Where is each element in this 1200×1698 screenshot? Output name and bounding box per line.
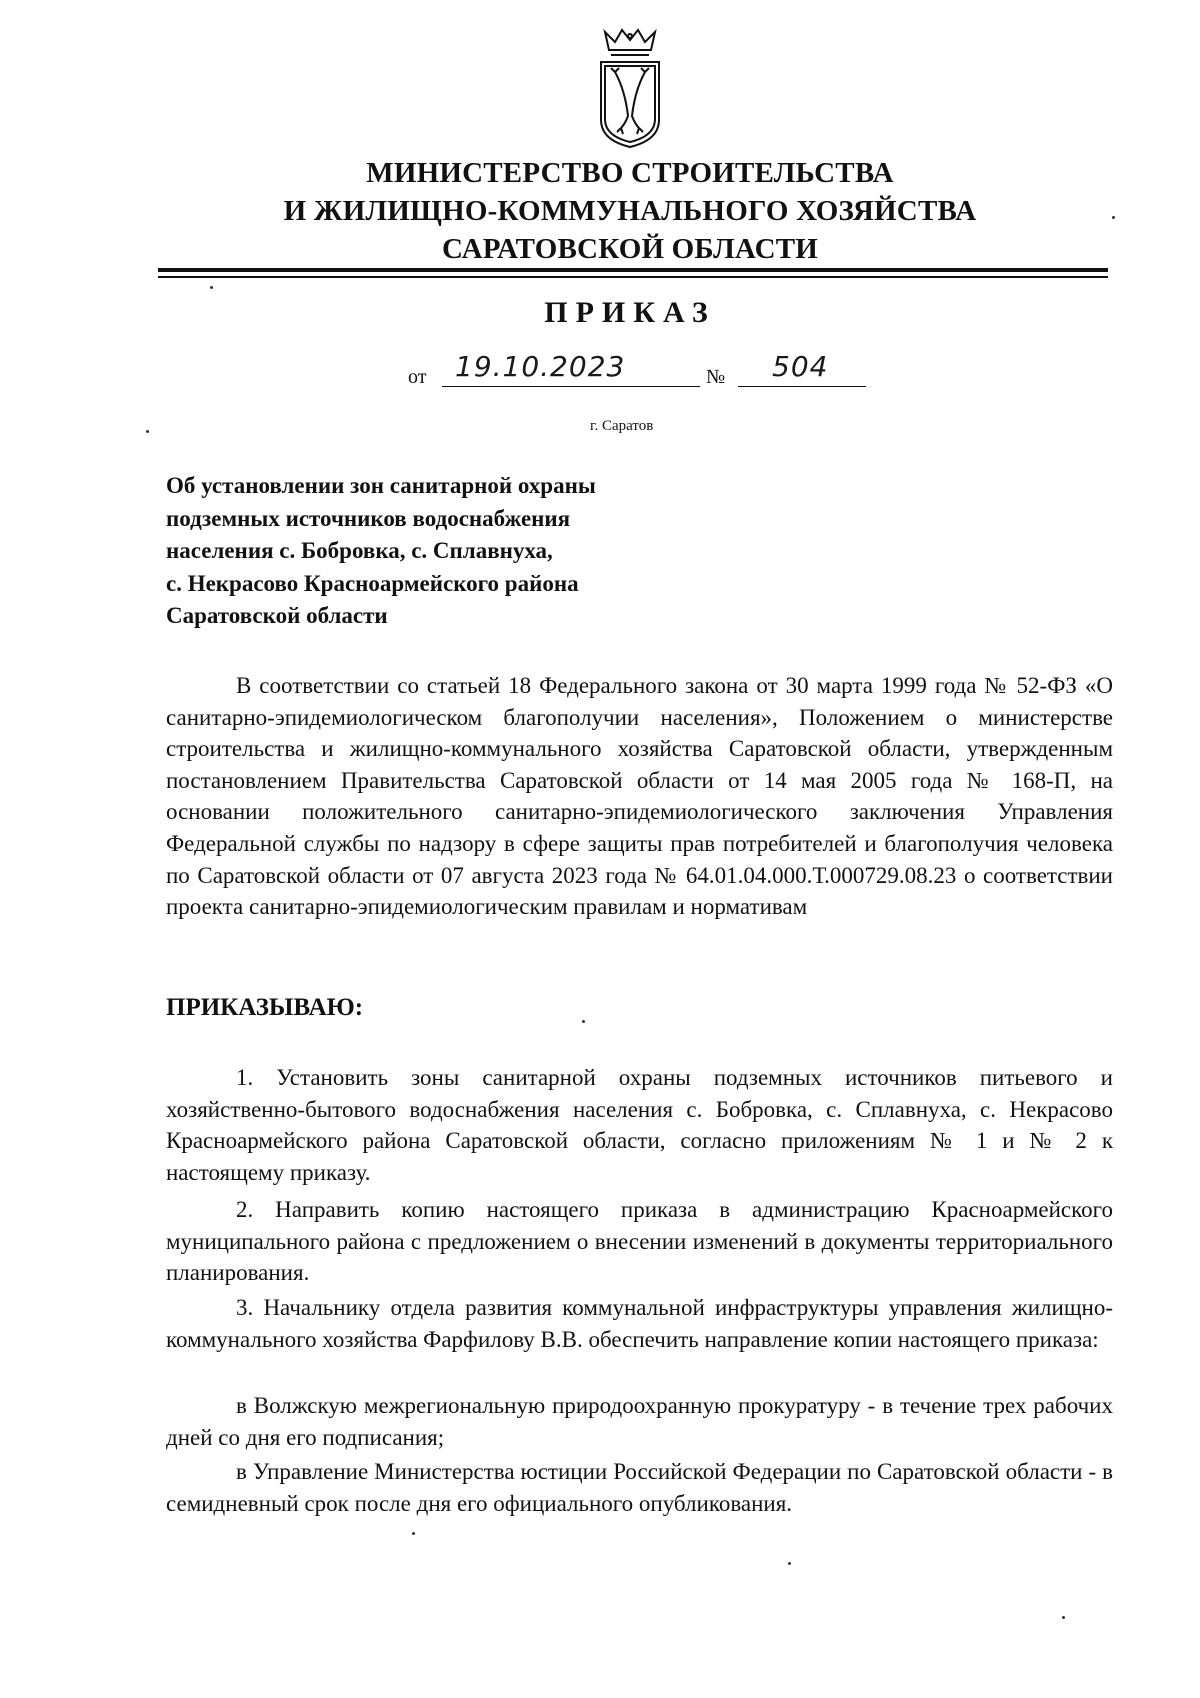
city-name: г. Саратов [590, 418, 654, 434]
header-rule-thin [158, 276, 1108, 278]
order-item-2: 2. Направить копию настоящего приказа в администрацию Красноармейского муниципального района с предложением о внесении изменений в документы территориального планирования. [166, 1197, 1113, 1286]
ministry-name [200, 154, 1060, 268]
scan-speck [210, 286, 213, 289]
ministry-line-2: И ЖИЛИЩНО-КОММУНАЛЬНОГО ХОЗЯЙСТВА [283, 195, 977, 227]
scan-speck [788, 1562, 791, 1565]
scan-speck [1112, 216, 1115, 219]
order-item-3b: в Управление Министерства юстиции Российской Федерации по Саратовской области - в семидневный срок после дня его официального опубликования. [166, 1459, 1113, 1516]
subject-line-4: с. Некрасово Красноармейского района [166, 570, 579, 596]
header-rule-thick [158, 268, 1108, 272]
number-fill-line [738, 386, 866, 387]
number-label: № [706, 366, 726, 388]
subject-line-1: Об установлении зон санитарной охраны [166, 473, 596, 498]
scan-speck [1062, 1616, 1065, 1619]
order-item-3: 3. Начальнику отдела развития коммунальной инфраструктуры управления жилищно-коммунального хозяйства Фарфилову В.В. обеспечить направление копии настоящего приказа: [166, 1295, 1113, 1352]
ministry-line-3: САРАТОВСКОЙ ОБЛАСТИ [441, 233, 819, 265]
subject-line-5: Саратовской области [166, 603, 388, 628]
subject-line-3: населения с. Бобровка, с. Сплавнуха, [166, 538, 553, 563]
order-subject [166, 470, 806, 633]
handwritten-date: 19.10.2023 [455, 350, 626, 383]
ministry-line-1: МИНИСТЕРСТВО СТРОИТЕЛЬСТВА [366, 157, 894, 189]
scan-speck [582, 1020, 585, 1023]
saratov-coat-of-arms-icon [595, 28, 665, 150]
scan-speck [146, 430, 149, 433]
subject-line-2: подземных источников водоснабжения [166, 505, 571, 531]
order-item-3a: в Волжскую межрегиональную природоохранную прокуратуру - в течение трех рабочих дней со дня его подписания; [166, 1393, 1113, 1450]
document-type-title: ПРИКАЗ [544, 296, 716, 329]
handwritten-number: 504 [772, 350, 829, 383]
legal-basis-paragraph: В соответствии со статьей 18 Федерального закона от 30 марта 1999 года № 52-ФЗ «О санитарно-эпидемиологическом благополучии населения», Положением о министерстве строительства и жилищно-коммунального хозяйства Саратовской области, утвержденным постановлением Правительства Саратовской области от 14 мая 2005 года № 168-П, на основании положительного санитарно-эпидемиологического заключения Управления Федеральной службы по надзору в сфере защиты прав потребителей и благополучия человека по Саратовской области от 07 августа 2023 года № 64.01.04.000.Т.000729.08.23 о соответствии проекта санитарно-эпидемиологическим правилам и нормативам [166, 673, 1113, 920]
date-fill-line [442, 386, 700, 387]
order-item-1: 1. Установить зоны санитарной охраны подземных источников питьевого и хозяйственно-бытового водоснабжения населения с. Бобровка, с. Сплавнуха, с. Некрасово Красноармейского района Саратовской области, согласно приложениям № 1 и № 2 к настоящему приказу. [166, 1065, 1113, 1185]
order-word: ПРИКАЗЫВАЮ: [166, 994, 364, 1021]
date-label: от [408, 366, 427, 388]
scan-speck [412, 1532, 415, 1535]
